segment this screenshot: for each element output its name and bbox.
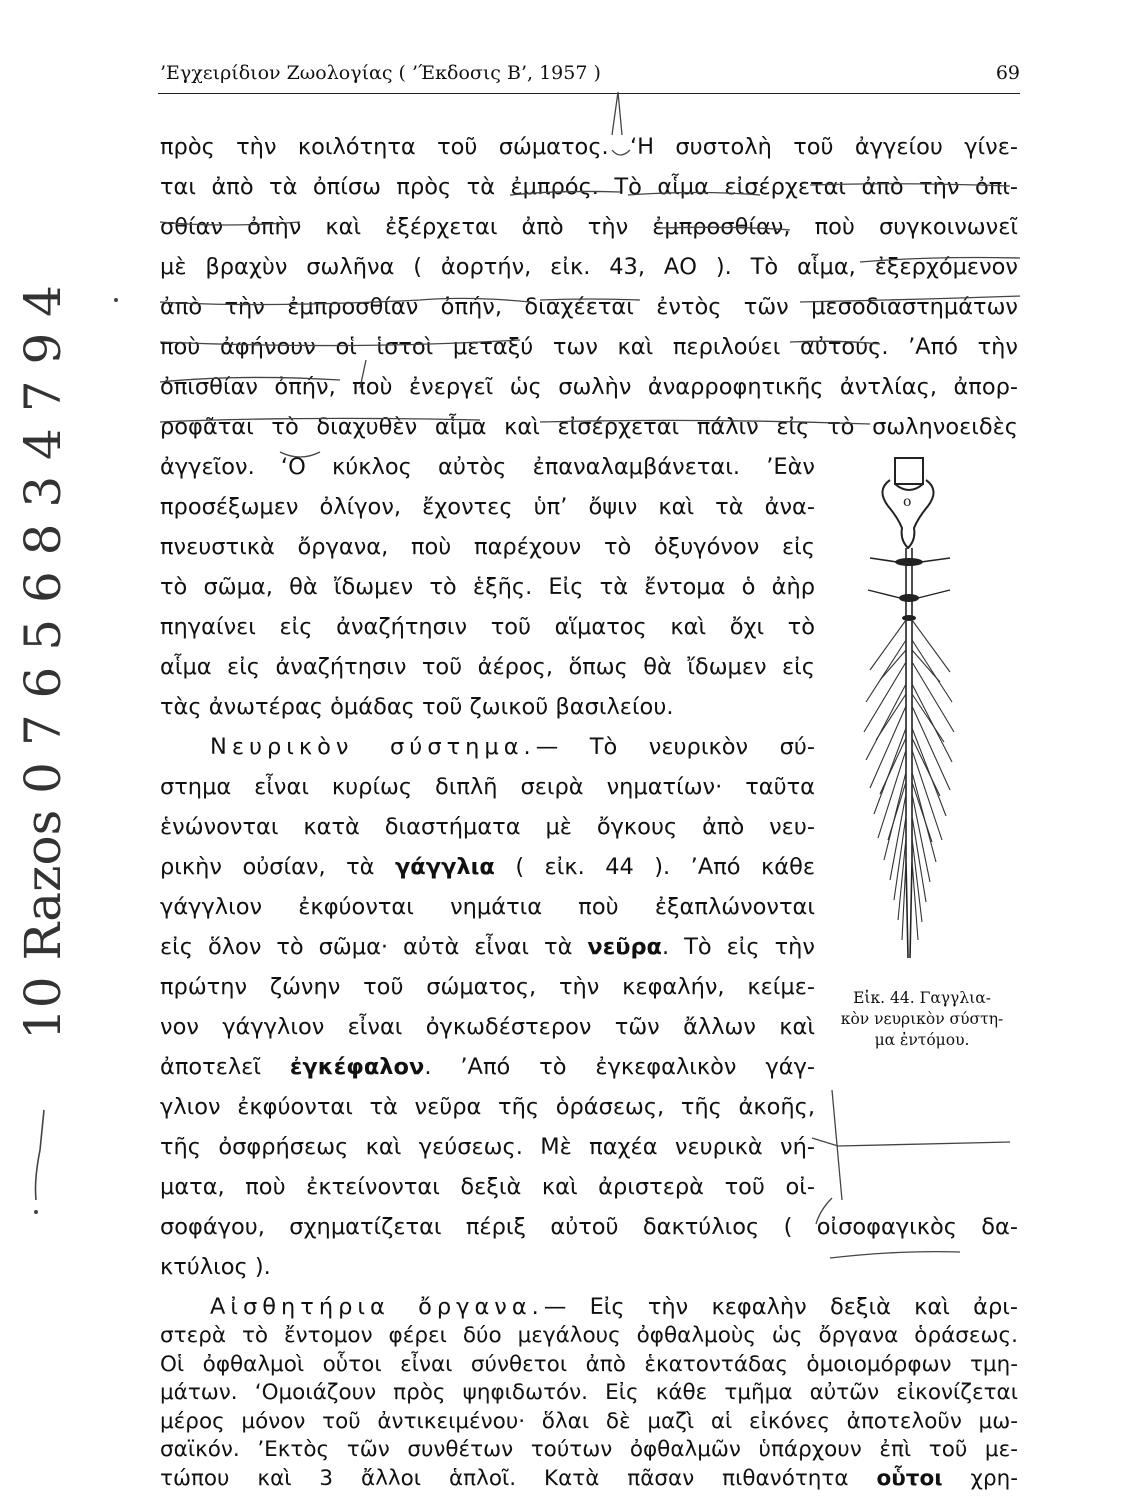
text-span: εἰς ὅλον τὸ σῶμα· αὐτὰ εἶναι τὰ [160, 934, 588, 960]
text-line: πνευστικὰ ὄργανα, ποὺ παρέχουν τὸ ὀξυγόνον εἰς [160, 534, 815, 560]
text-line: ἑνώνονται κατὰ διαστήματα μὲ ὄγκους ἀπὸ νευ- [160, 814, 815, 840]
page-number: 69 [995, 62, 1020, 84]
term-brain: ἐγκέφαλον [289, 1054, 425, 1080]
text-line: πρώτην ζώνην τοῦ σώματος, τὴν κεφαλήν, κείμε- [160, 974, 815, 1000]
text-line: τὸ σῶμα, θὰ ἴδωμεν τὸ ἑξῆς. Εἰς τὰ ἔντομα ὁ ἀὴρ [160, 574, 815, 600]
text-line: τῆς ὀσφρήσεως καὶ γεύσεως. Μὲ παχέα νευρικὰ νή- [160, 1134, 815, 1160]
text-line: στημα εἶναι κυρίως διπλῆ σειρὰ νηματίων· ταῦτα [160, 774, 815, 800]
text-line: μάτων. ‘Ομοιάζουν πρὸς ψηφιδωτόν. Εἰς κάθε τμῆμα αὐτῶν εἰκονίζεται [160, 1380, 1018, 1405]
text-line: σθίαν ὀπὴν καὶ ἐξέρχεται ἀπὸ τὴν ἐμπροσθίαν, ποὺ συγκοινωνεῖ [160, 214, 1018, 240]
text-line: ἀγγεῖον. ‘Ο κύκλος αὐτὸς ἐπαναλαμβάνεται. ’Εὰν [160, 454, 815, 480]
text-line: μὲ βραχὺν σωλῆνα ( ἀορτήν, εἰκ. 43, ΑΟ ). Τὸ αἷμα, ἐξερχόμενον [160, 254, 1018, 280]
header-rule [158, 93, 1020, 94]
text-line: στερὰ τὸ ἔντομον φέρει δύο μεγάλους ὀφθαλμοὺς ὡς ὄργανα ὁράσεως. [160, 1323, 1018, 1348]
text-line: μέρος μόνον τοῦ ἀντικειμένου· ὅλαι δὲ μαζὶ αἱ εἰκόνες ἀποτελοῦν μω- [160, 1408, 1018, 1434]
figure-label: ο [903, 494, 912, 510]
text-line [160, 1465, 1018, 1493]
text-line: γάγγλιον ἐκφύονται νημάτια ποὺ ἐξαπλώνονται [160, 894, 815, 920]
text-span: ( εἰκ. 44 ). ’Από κάθε [494, 854, 815, 880]
text-span: . Τὸ εἰς τὴν [662, 934, 815, 960]
text-line: ὀπισθίαν ὀπήν, ποὺ ἐνεργεῖ ὡς σωλὴν ἀναρροφητικῆς ἀντλίας, ἀπορ- [160, 374, 1018, 400]
running-header [160, 62, 1020, 88]
heading-continuation: — Εἰς τὴν κεφαλὴν δεξιὰ καὶ ἀρι- [543, 1294, 1018, 1320]
figure-caption [822, 988, 1022, 1051]
text-line: αἷμα εἰς ἀναζήτησιν τοῦ ἀέρος, ὅπως θὰ ἴδωμεν εἰς [160, 654, 815, 680]
text-line: ματα, ποὺ ἐκτείνονται δεξιὰ καὶ ἀριστερὰ τοῦ οἰ- [160, 1174, 815, 1200]
section-heading: Νευρικὸν σύστημα. [210, 734, 536, 760]
text-span: χρη- [942, 1465, 1018, 1491]
term-nerves: νεῦρα [587, 934, 663, 960]
text-line [160, 932, 815, 962]
text-line: τὰς ἀνωτέρας ὁμάδας τοῦ ζωικοῦ βασιλείου. [160, 694, 674, 720]
section-heading-line [210, 732, 815, 762]
text-line [160, 1052, 815, 1082]
figure-nervous-system [850, 440, 970, 960]
header-title: ’Εγχειρίδιον Ζωολογίας ( ’Έκδοσις Β’, 1957 ) [160, 62, 601, 84]
text-line: κτύλιος ). [160, 1254, 271, 1280]
caption-line: κὸν νευρικὸν σύστη- [840, 1010, 1004, 1028]
text-line: προσέξωμεν ὀλίγον, ἔχοντες ὑπ’ ὄψιν καὶ τὰ ἀνα- [160, 494, 815, 520]
text-line: γλιον ἐκφύονται τὰ νεῦρα τῆς ὁράσεως, τῆς ἀκοῆς, [160, 1094, 815, 1120]
section-heading-line [210, 1292, 1018, 1322]
text-span: τώπου καὶ 3 ἄλλοι ἁπλοῖ. Κατὰ πᾶσαν πιθανότητα [160, 1465, 877, 1491]
text-line: πρὸς τὴν κοιλότητα τοῦ σώματος. ‘Η συστολὴ τοῦ ἀγγείου γίνε- [160, 134, 1018, 160]
text-line: ἀπὸ τὴν ἐμπροσθίαν ὀπήν, διαχέεται ἐντὸς τῶν μεσοδιαστημάτων [160, 294, 1018, 320]
text-line: ροφᾶται τὸ διαχυθὲν αἷμα καὶ εἰσέρχεται πάλιν εἰς τὸ σωληνοειδὲς [160, 414, 1018, 440]
caption-line: Εἰκ. 44. Γαγγλια- [853, 989, 991, 1007]
section-heading: Αἰσθητήρια ὄργανα. [210, 1294, 544, 1320]
caption-line: μα ἐντόμου. [874, 1031, 970, 1049]
text-span: ἀποτελεῖ [160, 1054, 290, 1080]
text-line: σαϊκόν. ’Εκτὸς τῶν συνθέτων τούτων ὀφθαλμῶν ὑπάρχουν ἐπὶ τοῦ με- [160, 1437, 1018, 1462]
text-line: νον γάγγλιον εἶναι ὀγκωδέστερον τῶν ἄλλων καὶ [160, 1014, 815, 1040]
text-line: ποὺ ἀφήνουν οἱ ἱστοὶ μεταξύ των καὶ περιλούει αὐτούς. ’Από τὴν [160, 334, 1018, 360]
text-line: πηγαίνει εἰς ἀναζήτησιν τοῦ αἵματος καὶ ὄχι τὸ [160, 614, 815, 640]
term-ganglia: γάγγλια [394, 854, 495, 880]
text-line: Οἱ ὀφθαλμοὶ οὗτοι εἶναι σύνθετοι ἀπὸ ἑκατοντάδας ὁμοιομόρφων τμη- [160, 1351, 1018, 1377]
margin-note: 10 Razos 0 7 6 5 6 8 3 4 7 9 4 [14, 285, 72, 1040]
text-line [160, 852, 815, 882]
text-span: ρικὴν οὐσίαν, τὰ [160, 854, 395, 880]
term-these: οὗτοι [876, 1465, 943, 1491]
text-line: σοφάγου, σχηματίζεται πέριξ αὐτοῦ δακτύλιος ( οἰσοφαγικὸς δα- [160, 1214, 1018, 1240]
text-line: ται ἀπὸ τὰ ὀπίσω πρὸς τὰ ἐμπρός. Τὸ αἷμα εἰσέρχεται ἀπὸ τὴν ὀπι- [160, 174, 1018, 200]
text-span: . ’Από τὸ ἐγκεφαλικὸν γάγ- [424, 1054, 815, 1080]
heading-continuation: — Τὸ νευρικὸν σύ- [535, 734, 815, 760]
